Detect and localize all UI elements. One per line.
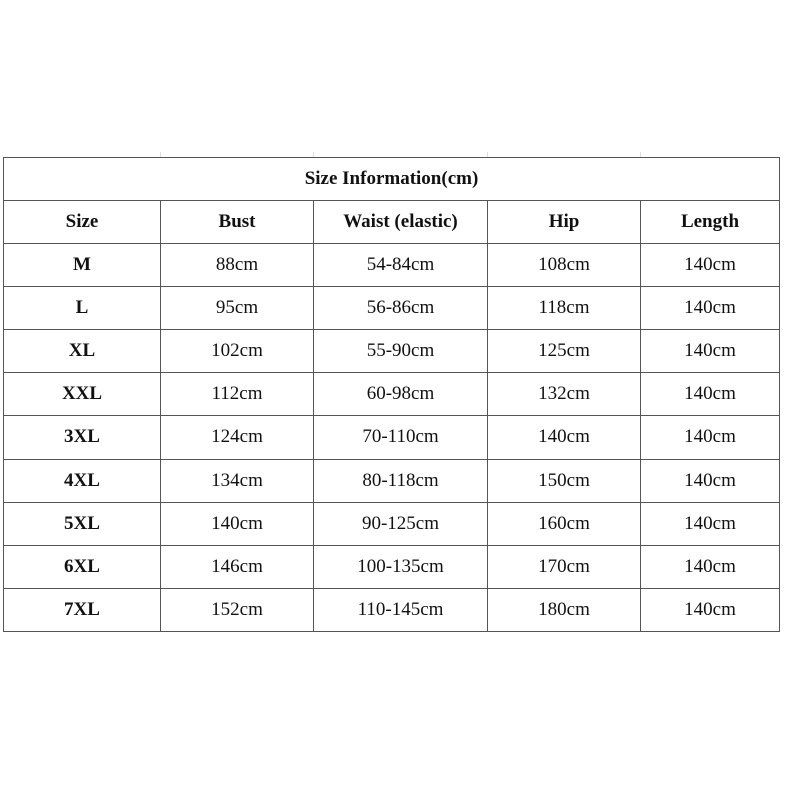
table-cell: 70-110cm [314,416,488,459]
size-cell: 4XL [4,459,161,502]
table-cell: 140cm [641,459,780,502]
table-cell: 95cm [161,287,314,330]
table-cell: 132cm [488,373,641,416]
table-row [4,416,780,459]
table-cell: 140cm [641,588,780,631]
table-row [4,330,780,373]
table-cell: 125cm [488,330,641,373]
column-header: Waist (elastic) [314,201,488,244]
size-cell: 3XL [4,416,161,459]
table-cell: 152cm [161,588,314,631]
table-body [4,244,780,632]
size-cell: M [4,244,161,287]
size-cell: XL [4,330,161,373]
column-header: Size [4,201,161,244]
table-row [4,373,780,416]
table-row [4,545,780,588]
table-cell: 90-125cm [314,502,488,545]
table-cell: 80-118cm [314,459,488,502]
table-cell: 140cm [641,416,780,459]
table-title: Size Information(cm) [4,158,780,201]
size-cell: XXL [4,373,161,416]
table-cell: 54-84cm [314,244,488,287]
size-cell: 7XL [4,588,161,631]
size-cell: 5XL [4,502,161,545]
table-cell: 160cm [488,502,641,545]
table-cell: 112cm [161,373,314,416]
table-cell: 124cm [161,416,314,459]
table-cell: 140cm [641,502,780,545]
table-cell: 140cm [641,545,780,588]
table-cell: 55-90cm [314,330,488,373]
table-cell: 140cm [488,416,641,459]
table-row [4,588,780,631]
size-chart-table [3,157,780,632]
table-cell: 60-98cm [314,373,488,416]
table-header-row [4,201,780,244]
table-cell: 100-135cm [314,545,488,588]
table-cell: 56-86cm [314,287,488,330]
column-header: Bust [161,201,314,244]
table-cell: 146cm [161,545,314,588]
table-cell: 102cm [161,330,314,373]
table-title-row [4,158,780,201]
table-cell: 150cm [488,459,641,502]
size-cell: L [4,287,161,330]
table-cell: 140cm [641,330,780,373]
table-cell: 108cm [488,244,641,287]
table-row [4,459,780,502]
table-cell: 140cm [641,287,780,330]
table-cell: 170cm [488,545,641,588]
table-cell: 88cm [161,244,314,287]
table-cell: 118cm [488,287,641,330]
table-row [4,287,780,330]
table-row [4,502,780,545]
table-cell: 180cm [488,588,641,631]
table-cell: 140cm [641,373,780,416]
table-cell: 140cm [641,244,780,287]
column-header: Hip [488,201,641,244]
table-cell: 110-145cm [314,588,488,631]
column-header: Length [641,201,780,244]
table-cell: 134cm [161,459,314,502]
table-row [4,244,780,287]
table-cell: 140cm [161,502,314,545]
size-cell: 6XL [4,545,161,588]
